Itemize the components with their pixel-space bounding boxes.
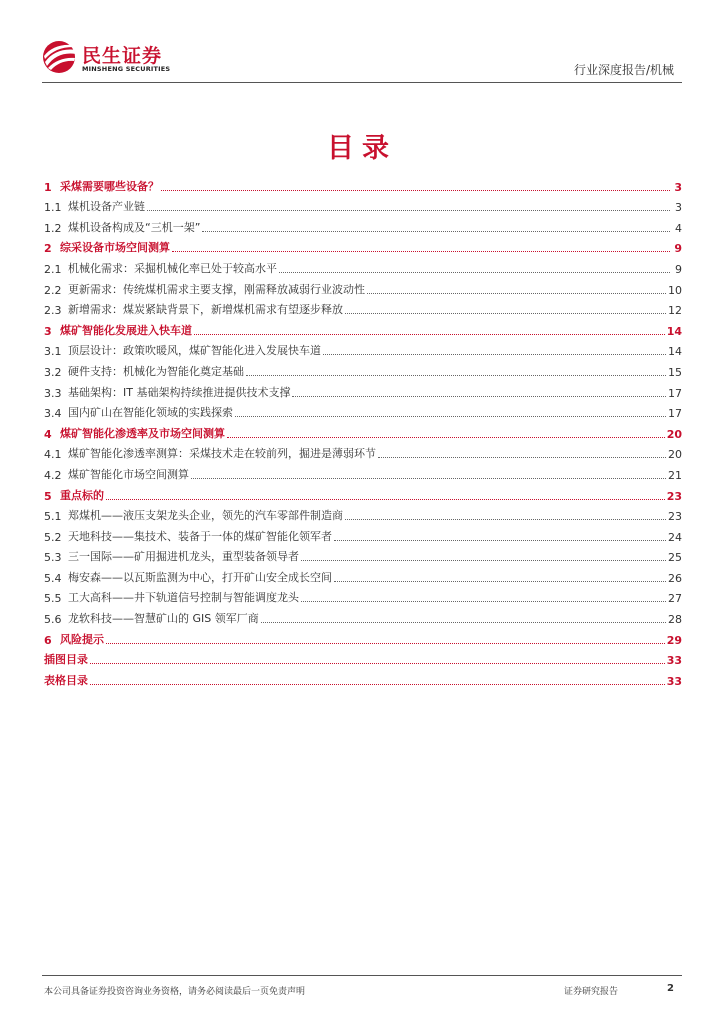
toc-dot-leader	[345, 312, 666, 314]
toc-entry[interactable]	[44, 379, 682, 400]
toc-entry[interactable]	[44, 647, 682, 668]
toc-entry-number: 5.4	[44, 571, 62, 585]
toc-entry[interactable]	[44, 358, 682, 379]
toc-dot-leader	[191, 477, 666, 479]
toc-entry-number: 3.1	[44, 345, 62, 359]
document-type: 行业深度报告/机械	[573, 63, 674, 77]
toc-entry-title: 煤矿智能化市场空间测算	[68, 467, 189, 481]
toc-entry-title: 郑煤机——液压支架龙头企业，领先的汽车零部件制造商	[68, 509, 343, 523]
toc-entry-page: 4	[675, 221, 682, 235]
toc-dot-leader	[106, 642, 665, 644]
logo-chinese-name: 民生证券	[82, 45, 163, 67]
toc-dot-leader	[202, 230, 670, 232]
toc-entry-title: 龙软科技——智慧矿山的 GIS 领军厂商	[68, 612, 259, 626]
toc-dot-leader	[90, 662, 665, 664]
minsheng-logo-icon	[42, 40, 78, 74]
toc-entry-page: 15	[668, 365, 682, 379]
toc-entry-title: 梅安森——以瓦斯监测为中心，打开矿山安全成长空间	[68, 570, 332, 584]
footer-disclaimer: 本公司具备证券投资咨询业务资格，请务必阅读最后一页免责声明	[44, 987, 306, 997]
toc-entry[interactable]	[44, 544, 682, 565]
toc-entry-number: 4.2	[44, 468, 62, 482]
toc-entry-number: 5.3	[44, 551, 62, 565]
page-title: 目录	[327, 133, 397, 164]
toc-dot-leader	[345, 518, 666, 520]
toc-entry[interactable]	[44, 276, 682, 297]
toc-entry-title: 插图目录	[44, 653, 88, 667]
page-header	[0, 0, 724, 88]
toc-entry-number: 1	[44, 180, 52, 194]
toc-entry[interactable]	[44, 564, 682, 585]
toc-entry-page: 26	[668, 571, 682, 585]
toc-entry-page: 12	[668, 304, 682, 318]
toc-entry[interactable]	[44, 194, 682, 215]
toc-entry-page: 21	[668, 468, 682, 482]
toc-entry-title: 煤矿智能化渗透率及市场空间测算	[60, 426, 225, 440]
toc-entry-number: 3.4	[44, 407, 62, 421]
toc-entry-title: 天地科技——集技术、装备于一体的煤矿智能化领军者	[68, 529, 332, 543]
toc-dot-leader	[367, 292, 666, 294]
toc-dot-leader	[292, 395, 666, 397]
toc-dot-leader	[301, 559, 666, 561]
toc-entry-page: 20	[666, 427, 682, 441]
toc-entry-title: 采煤需要哪些设备？	[60, 179, 159, 193]
toc-entry-page: 33	[666, 674, 682, 688]
toc-entry[interactable]	[44, 400, 682, 421]
toc-entry-number: 2.2	[44, 283, 62, 297]
toc-entry-title: 更新需求：传统煤机需求主要支撑，刚需释放减弱行业波动性	[68, 282, 365, 296]
toc-dot-leader	[246, 374, 666, 376]
toc-entry-page: 3	[674, 180, 682, 194]
toc-entry-page: 24	[668, 530, 682, 544]
toc-entry-page: 33	[666, 654, 682, 668]
toc-entry[interactable]	[44, 317, 682, 338]
toc-entry[interactable]	[44, 667, 682, 688]
toc-entry[interactable]	[44, 482, 682, 503]
toc-entry-number: 3.3	[44, 386, 62, 400]
toc-entry-title: 三一国际——矿用掘进机龙头，重型装备领导者	[68, 550, 299, 564]
toc-entry-number: 4.1	[44, 448, 62, 462]
page-number: 2	[667, 983, 674, 994]
toc-entry-title: 表格目录	[44, 673, 88, 687]
toc-entry-page: 9	[674, 242, 682, 256]
toc-entry-page: 17	[668, 386, 682, 400]
toc-entry-page: 17	[668, 407, 682, 421]
toc-entry-number: 5.2	[44, 530, 62, 544]
toc-entry[interactable]	[44, 173, 682, 194]
toc-entry-number: 5.5	[44, 592, 62, 606]
footer-divider	[42, 975, 682, 976]
toc-entry-title: 国内矿山在智能化领域的实践探索	[68, 406, 233, 420]
toc-entry-number: 3	[44, 324, 52, 338]
toc-entry[interactable]	[44, 255, 682, 276]
company-logo	[42, 40, 182, 80]
toc-entry-title: 煤机设备产业链	[68, 200, 145, 214]
toc-entry-page: 20	[668, 448, 682, 462]
toc-entry-number: 5	[44, 489, 52, 503]
toc-entry[interactable]	[44, 338, 682, 359]
toc-entry-page: 27	[668, 592, 682, 606]
toc-entry[interactable]	[44, 214, 682, 235]
table-of-contents	[44, 173, 682, 688]
header-divider	[42, 82, 682, 83]
toc-entry-page: 23	[666, 489, 682, 503]
toc-entry-number: 2	[44, 242, 52, 256]
toc-entry-title: 新增需求：煤炭紧缺背景下，新增煤机需求有望逐步释放	[68, 303, 343, 317]
toc-dot-leader	[378, 456, 666, 458]
toc-entry-title: 工大高科——井下轨道信号控制与智能调度龙头	[68, 591, 299, 605]
toc-entry-page: 28	[668, 613, 682, 627]
toc-dot-leader	[334, 580, 666, 582]
toc-entry-page: 10	[668, 283, 682, 297]
toc-dot-leader	[279, 271, 670, 273]
toc-entry-page: 3	[675, 201, 682, 215]
toc-entry-title: 硬件支持：机械化为智能化奠定基础	[68, 364, 244, 378]
toc-entry-page: 14	[666, 324, 682, 338]
toc-entry[interactable]	[44, 523, 682, 544]
toc-entry-title: 综采设备市场空间测算	[60, 241, 170, 255]
toc-entry[interactable]	[44, 420, 682, 441]
toc-entry-title: 重点标的	[60, 488, 104, 502]
toc-dot-leader	[334, 539, 666, 541]
toc-entry-title: 基础架构：IT 基础架构持续推进提供技术支撑	[68, 385, 291, 399]
toc-entry[interactable]	[44, 585, 682, 606]
toc-entry-number: 2.1	[44, 262, 62, 276]
toc-entry[interactable]	[44, 297, 682, 318]
toc-entry-number: 2.3	[44, 304, 62, 318]
toc-dot-leader	[323, 353, 666, 355]
toc-dot-leader	[227, 436, 665, 438]
toc-dot-leader	[172, 250, 670, 252]
toc-dot-leader	[161, 189, 670, 191]
toc-entry-page: 23	[668, 510, 682, 524]
toc-dot-leader	[261, 621, 666, 623]
toc-entry-number: 4	[44, 427, 52, 441]
toc-entry[interactable]	[44, 503, 682, 524]
footer-report-type: 证券研究报告	[564, 987, 619, 997]
toc-entry-page: 14	[668, 345, 682, 359]
toc-entry-page: 9	[675, 262, 682, 276]
toc-entry[interactable]	[44, 441, 682, 462]
toc-entry-number: 5.1	[44, 510, 62, 524]
toc-entry-number: 6	[44, 633, 52, 647]
toc-entry-number: 3.2	[44, 365, 62, 379]
toc-entry-title: 煤矿智能化渗透率测算：采煤技术走在较前列，掘进是薄弱环节	[68, 447, 376, 461]
toc-dot-leader	[106, 498, 665, 500]
logo-english-name: MINSHENG SECURITIES	[82, 65, 171, 73]
toc-entry[interactable]	[44, 626, 682, 647]
toc-entry-title: 煤机设备构成及“三机一架”	[68, 220, 201, 234]
toc-dot-leader	[194, 333, 665, 335]
toc-entry[interactable]	[44, 235, 682, 256]
toc-entry-number: 1.1	[44, 201, 62, 215]
toc-dot-leader	[235, 415, 666, 417]
toc-entry-title: 顶层设计：政策吹暖风，煤矿智能化进入发展快车道	[68, 344, 321, 358]
toc-entry-title: 机械化需求：采掘机械化率已处于较高水平	[68, 261, 277, 275]
toc-entry-title: 风险提示	[60, 632, 104, 646]
toc-dot-leader	[90, 683, 665, 685]
toc-entry-number: 1.2	[44, 221, 62, 235]
toc-entry[interactable]	[44, 461, 682, 482]
toc-entry-page: 25	[668, 551, 682, 565]
toc-entry-number: 5.6	[44, 613, 62, 627]
toc-entry-title: 煤矿智能化发展进入快车道	[60, 323, 192, 337]
toc-entry[interactable]	[44, 605, 682, 626]
toc-dot-leader	[301, 600, 666, 602]
toc-dot-leader	[147, 209, 670, 211]
toc-entry-page: 29	[666, 633, 682, 647]
